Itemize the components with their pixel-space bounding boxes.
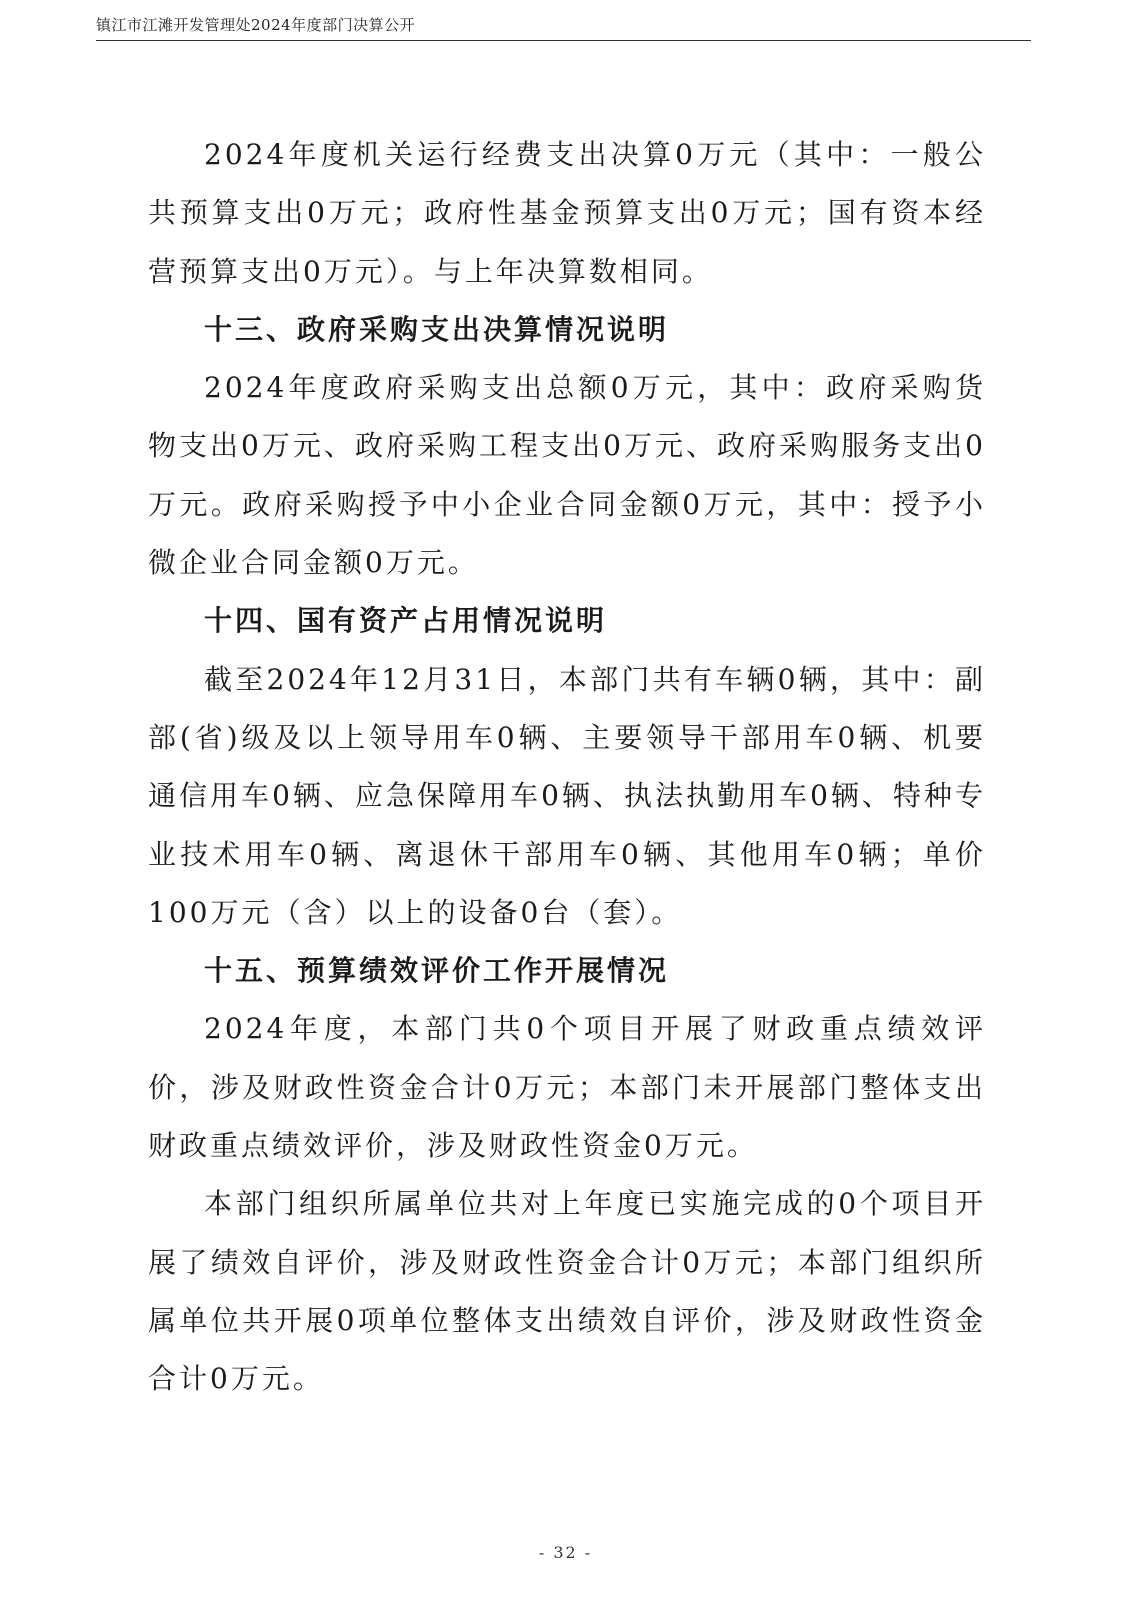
heading-section-13: 十三、政府采购支出决算情况说明 (204, 312, 670, 346)
paragraph-government-procurement: 2024年度政府采购支出总额0万元，其中：政府采购货物支出0万元、政府采购工程支出0万元、政府采购服务支出0万元。政府采购授予中小企业合同金额0万元，其中：授予小微企业合同金额0万元。 (148, 371, 986, 580)
page-header-title: 镇江市江滩开发管理处2024年度部门决算公开 (96, 16, 416, 34)
page-number: - 32 - (538, 1543, 593, 1562)
paragraph-state-assets: 截至2024年12月31日，本部门共有车辆0辆，其中：副部(省)级及以上领导用车0辆、主要领导干部用车0辆、机要通信用车0辆、应急保障用车0辆、执法执勤用车0辆、特种专业技术用车0辆、离退休干部用车0辆、其他用车0辆；单价100万元（含）以上的设备0台（套）。 (148, 662, 986, 929)
paragraph-performance-evaluation: 2024年度，本部门共0个项目开展了财政重点绩效评价，涉及财政性资金合计0万元；本部门未开展部门整体支出财政重点绩效评价，涉及财政性资金0万元。 (148, 1012, 986, 1163)
document-body (148, 126, 986, 1409)
heading-section-15: 十五、预算绩效评价工作开展情况 (204, 954, 670, 988)
paragraph-self-evaluation: 本部门组织所属单位共对上年度已实施完成的0个项目开展了绩效自评价，涉及财政性资金合计0万元；本部门组织所属单位共开展0项单位整体支出绩效自评价，涉及财政性资金合计0万元。 (148, 1187, 986, 1396)
page-header (96, 12, 1031, 41)
heading-section-14: 十四、国有资产占用情况说明 (204, 604, 608, 638)
paragraph-operating-expenses: 2024年度机关运行经费支出决算0万元（其中：一般公共预算支出0万元；政府性基金预算支出0万元；国有资本经营预算支出0万元）。与上年决算数相同。 (148, 138, 986, 288)
